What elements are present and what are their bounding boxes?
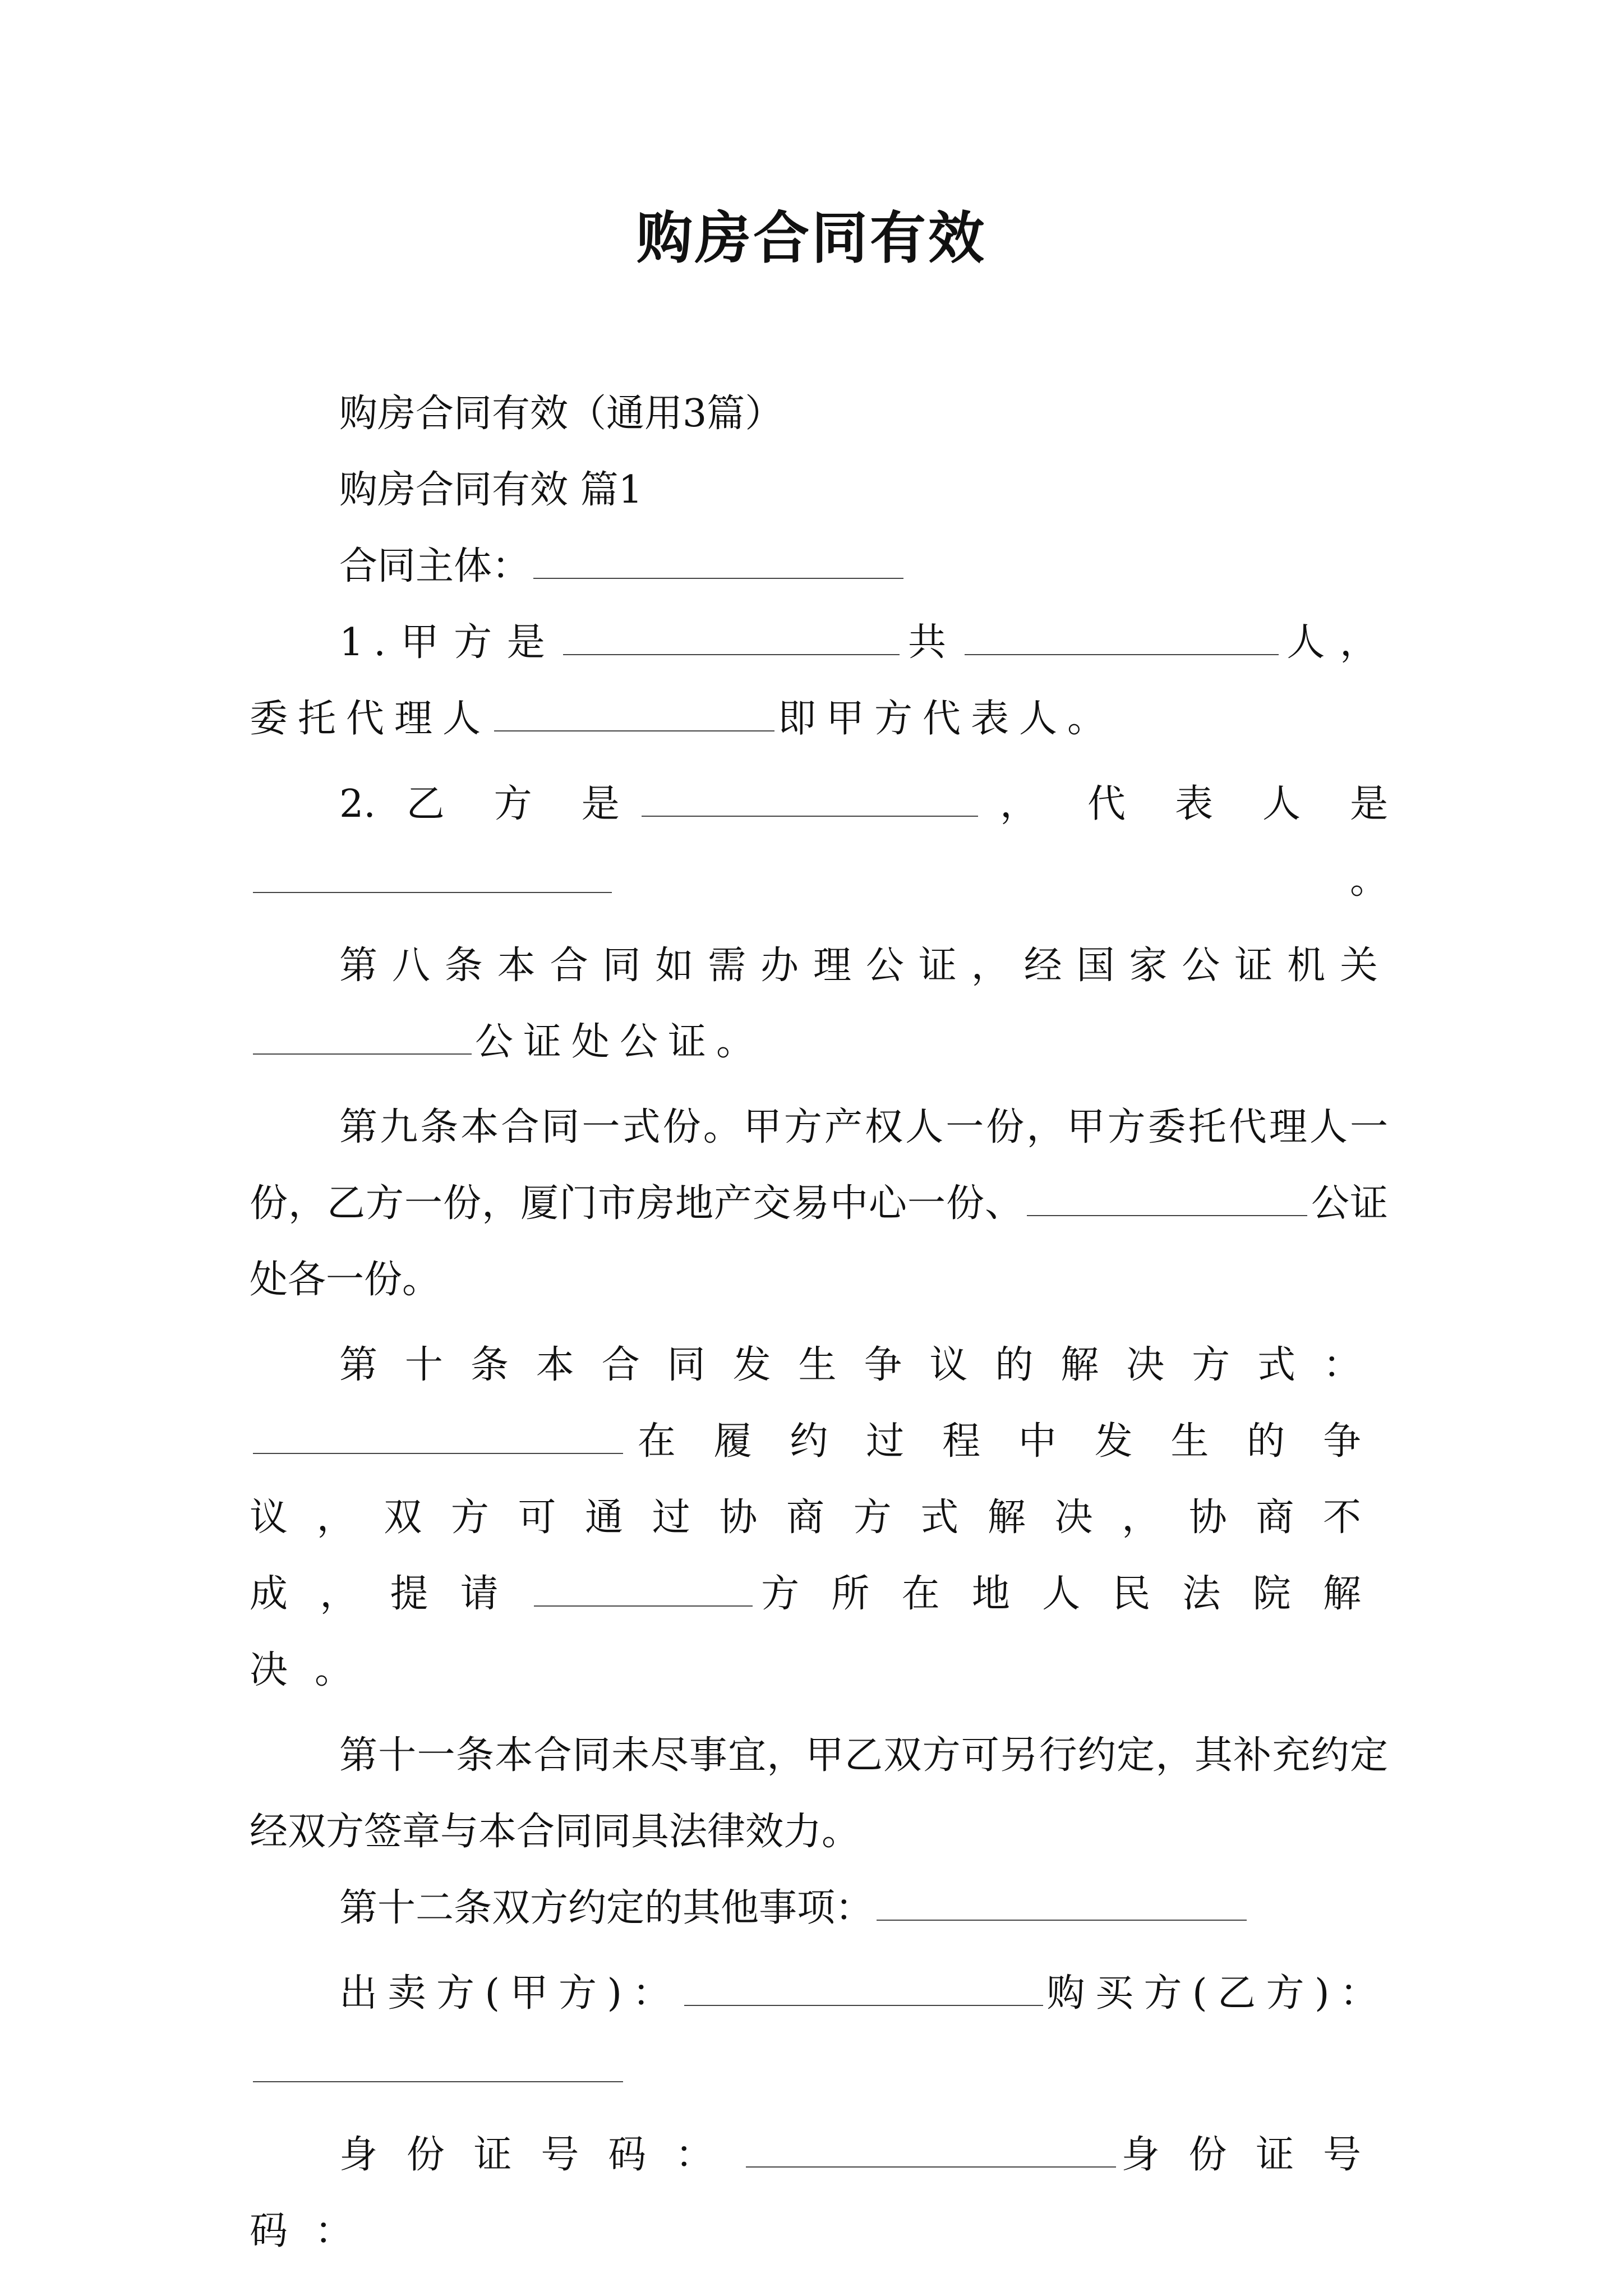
party-b-text-2: ， 代 表 人 是 (981, 782, 1388, 826)
paragraph-article-10 (250, 1327, 1388, 1709)
document-title: 购房合同有效 (637, 205, 986, 271)
seller-id-blank[interactable] (746, 2132, 1116, 2168)
party-a-text-1: 1.甲方是 (339, 620, 560, 665)
paragraph-subtitle (250, 376, 1388, 452)
contract-subject-blank[interactable] (533, 544, 903, 579)
paragraph-id-numbers (250, 2117, 1388, 2270)
paragraph-article-8 (250, 928, 1388, 1080)
article-9-notary-blank[interactable] (1027, 1181, 1307, 1216)
article-9-text-2: 公证处各一份。 (250, 1181, 1388, 1302)
party-a-agent-blank[interactable] (494, 696, 774, 731)
article-10-text-1: 第十条本合同发生争议的解决方式： (339, 1343, 1388, 1387)
party-b-representative-blank[interactable] (253, 858, 612, 893)
article-10-text-3: 方所在地人民法院解决。 (250, 1572, 1388, 1692)
party-a-text-3: 人，委托代理人 (250, 620, 1388, 741)
party-b-name-blank[interactable] (642, 781, 978, 817)
section-heading-text: 购房合同有效 篇1 (339, 468, 643, 512)
buyer-label: 购买方(乙方)： (1046, 1971, 1388, 2016)
article-8-text-2: 公证处公证。 (475, 1020, 765, 1064)
dispute-method-blank[interactable] (253, 1419, 623, 1454)
seller-label: 出卖方(甲方)： (339, 1971, 681, 2016)
paragraph-section-heading (250, 452, 1388, 528)
paragraph-party-b (250, 766, 1388, 919)
other-matters-blank[interactable] (877, 1885, 1247, 1921)
article-8-text-1: 第八条本合同如需办理公证，经国家公证机关 (339, 944, 1388, 988)
article-11-text: 第十一条本合同未尽事宜，甲乙双方可另行约定，其补充约定经双方签章与本合同同具法律效力。 (250, 1733, 1388, 1854)
article-12-label: 第十二条双方约定的其他事项： (339, 1886, 874, 1930)
subtitle-text: 购房合同有效（通用3篇） (339, 392, 783, 436)
paragraph-article-11 (250, 1718, 1388, 1870)
seller-id-label: 身份证号码： (339, 2133, 743, 2177)
article-10-text-2: 在履约过程中发生的争议，双方可通过协商方式解决，协商不成，提请 (250, 1419, 1388, 1616)
buyer-id-label: 身份证号码： (250, 2133, 1388, 2253)
party-a-name-blank[interactable] (563, 620, 900, 655)
paragraph-article-12 (250, 1870, 1388, 1947)
paragraph-party-a (250, 605, 1388, 757)
party-b-text-1: 2. 乙 方 是 (339, 782, 638, 826)
article-9-text-1: 第九条本合同一式份。甲方产权人一份，甲方委托代理人一份，乙方一份，厦门市房地产交易中心一份、 (250, 1105, 1388, 1226)
buyer-blank[interactable] (253, 2047, 623, 2082)
court-party-blank[interactable] (534, 1571, 753, 1607)
party-b-text-3: 。 (615, 858, 1388, 903)
party-a-count-blank[interactable] (965, 620, 1279, 655)
paragraph-contract-subject (250, 528, 1388, 605)
document-body (250, 376, 1388, 2270)
notary-office-blank[interactable] (253, 1019, 472, 1055)
paragraph-signatories (250, 1955, 1388, 2108)
party-a-text-4: 即甲方代表人。 (778, 697, 1116, 741)
party-a-text-2: 共 (903, 620, 961, 665)
paragraph-article-9 (250, 1089, 1388, 1318)
seller-blank[interactable] (684, 1971, 1043, 2006)
contract-subject-label: 合同主体： (339, 544, 531, 588)
